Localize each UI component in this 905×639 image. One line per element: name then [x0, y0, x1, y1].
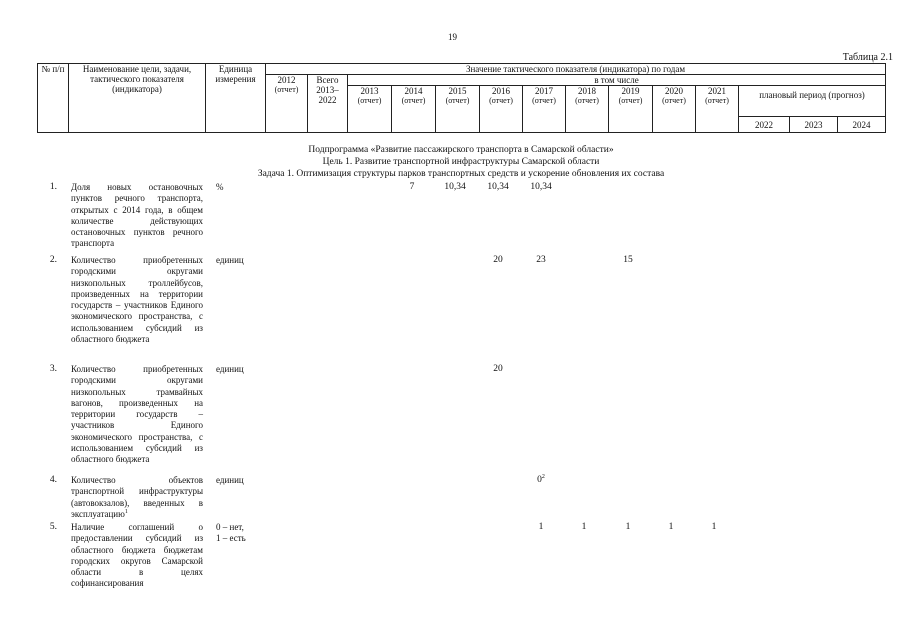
- value-2017: [519, 475, 563, 485]
- task-title: Задача 1. Оптимизация структуры парков транспортных средств и ускорение обновления их состава: [257, 169, 665, 179]
- footnote-mark: 1: [124, 508, 128, 515]
- row-unit: единиц: [216, 475, 244, 485]
- row-number: 1.: [49, 182, 57, 192]
- row-number: 5.: [49, 522, 57, 532]
- value-2017-text: 0: [537, 475, 542, 485]
- header-year-2017: [523, 86, 566, 133]
- header-year-label: 2019: [621, 86, 640, 96]
- header-total: Всего 2013–2022: [308, 75, 348, 133]
- header-in-that-number: в том числе: [348, 75, 886, 86]
- header-year-2013: [348, 86, 392, 133]
- row-number: 4.: [49, 475, 57, 485]
- row-unit: %: [216, 182, 224, 192]
- header-year-label: 2013: [360, 86, 379, 96]
- header-year-note: (отчет): [532, 96, 556, 105]
- row-indicator-name: Количество приобретенных городскими округами низкопольных троллейбусов, произведенных на территории государств – участников Единого экономического пространства, с использованием субсидий из областного бюджета: [71, 255, 203, 345]
- header-year-2021: [696, 86, 739, 133]
- row-indicator-name: Количество приобретенных городскими округами низкопольных трамвайных вагонов, произведенных на территории государств – участников Единого экономического пространства, с использованием субсидий из областного бюджета: [71, 364, 203, 465]
- value-2020: 1: [668, 522, 674, 532]
- value-2017: 10,34: [530, 182, 552, 192]
- row-indicator-name: Наличие соглашений о предоставлении субсидий из областного бюджета бюджетам городских округов Самарской области в целях софинансирования: [71, 522, 203, 589]
- header-planned-period: плановый период (прогноз): [739, 86, 886, 117]
- header-planned-2024: 2024: [838, 117, 886, 133]
- value-2016: 20: [493, 364, 503, 374]
- row-indicator-text: Количество объектов транспортной инфраструктуры (автовокзалов), введенных в эксплуатацию: [71, 475, 203, 519]
- header-2012-year: 2012: [277, 75, 296, 85]
- header-year-note: (отчет): [489, 96, 513, 105]
- row-indicator-name: Доля новых остановочных пунктов речного транспорта, открытых с 2014 года, в общем количестве действующих остановочных пунктов речного транспорта: [71, 182, 203, 249]
- header-unit: Единица измерения: [206, 64, 266, 133]
- header-year-note: (отчет): [575, 96, 599, 105]
- header-year-label: 2016: [492, 86, 510, 96]
- header-year-2018: [566, 86, 609, 133]
- header-year-label: 2015: [448, 86, 467, 96]
- page-number: 19: [448, 32, 457, 42]
- goal-title: Цель 1. Развитие транспортной инфраструктуры Самарской области: [322, 157, 600, 167]
- header-year-2020: [653, 86, 696, 133]
- header-year-note: (отчет): [705, 96, 729, 105]
- header-planned-2023: 2023: [790, 117, 838, 133]
- footnote-mark: 2: [541, 473, 545, 480]
- value-2019: 1: [625, 522, 631, 532]
- subprogram-title: Подпрограмма «Развитие пассажирского транспорта в Самарской области»: [308, 145, 614, 155]
- header-year-note: (отчет): [357, 96, 382, 105]
- value-2019: 15: [623, 255, 633, 265]
- value-2017: 23: [536, 255, 546, 265]
- header-planned-2022: 2022: [739, 117, 790, 133]
- header-year-2014: [392, 86, 436, 133]
- value-2016: 20: [493, 255, 503, 265]
- header-year-2016: [480, 86, 523, 133]
- row-number: 2.: [49, 255, 57, 265]
- indicator-table-header: [37, 63, 886, 133]
- header-year-label: 2017: [535, 86, 553, 96]
- row-unit: единиц: [216, 364, 244, 374]
- header-year-label: 2020: [665, 86, 683, 96]
- header-year-2015: [436, 86, 480, 133]
- unit-line: 1 – есть: [216, 533, 246, 544]
- header-year-note: (отчет): [618, 96, 643, 105]
- header-year-note: (отчет): [662, 96, 686, 105]
- header-value-group: Значение тактического показателя (индикатора) по годам: [266, 64, 886, 75]
- header-year-label: 2014: [404, 86, 423, 96]
- header-num: № п/п: [38, 64, 69, 133]
- header-year-note: (отчет): [445, 96, 470, 105]
- header-year-label: 2018: [578, 86, 596, 96]
- value-2017: 1: [538, 522, 544, 532]
- table-label: Таблица 2.1: [842, 52, 893, 63]
- value-2014: 7: [409, 182, 415, 192]
- header-2012-note: (отчет): [274, 85, 299, 94]
- header-2012: [266, 75, 308, 133]
- value-2016: 10,34: [487, 182, 509, 192]
- unit-line: 0 – нет,: [216, 522, 244, 532]
- row-unit: единиц: [216, 255, 244, 265]
- header-year-note: (отчет): [401, 96, 426, 105]
- value-2018: 1: [581, 522, 587, 532]
- header-year-label: 2021: [708, 86, 726, 96]
- row-indicator-name: [71, 475, 203, 520]
- header-name: Наименование цели, задачи, тактического показателя (индикатора): [69, 64, 206, 133]
- header-year-2019: [609, 86, 653, 133]
- row-unit: [216, 522, 276, 545]
- value-2015: 10,34: [444, 182, 466, 192]
- row-number: 3.: [49, 364, 57, 374]
- value-2021: 1: [711, 522, 717, 532]
